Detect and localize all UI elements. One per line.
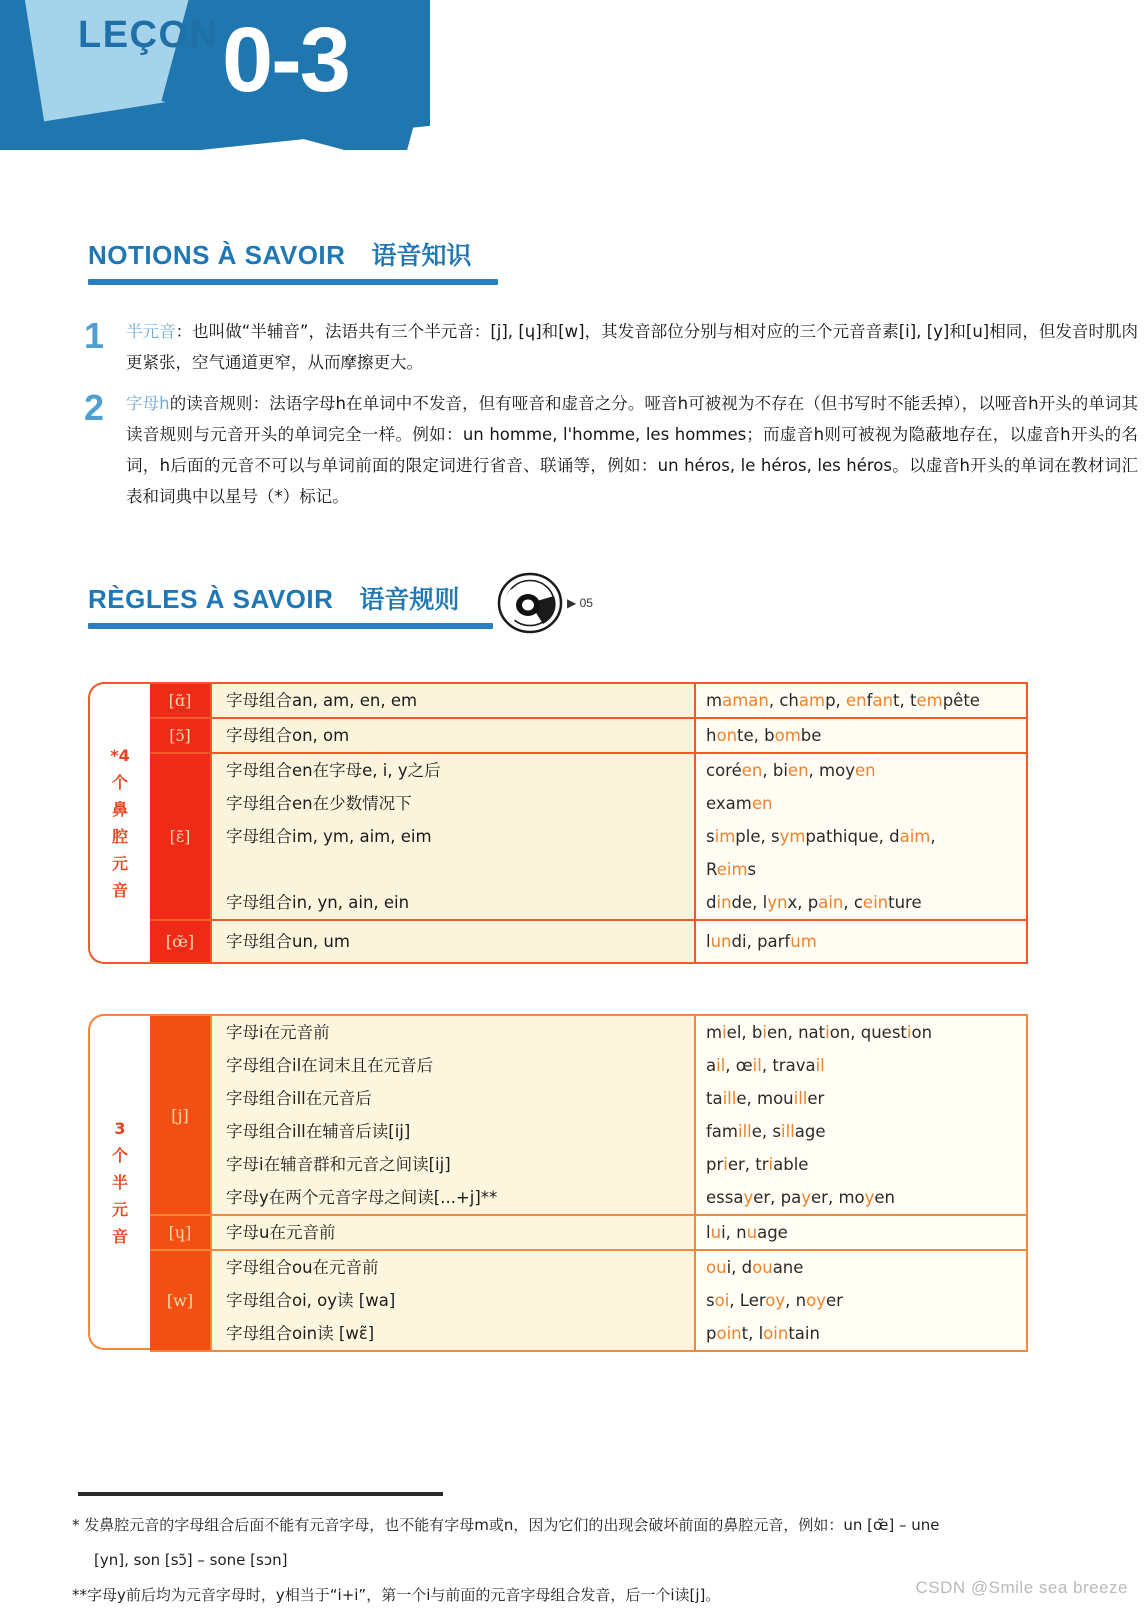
- rule-line: 字母组合en在少数情况下: [226, 794, 412, 813]
- footnote-line: [yn], son [sɔ̃] – sone [sɔn]: [94, 1551, 288, 1569]
- example-cell: [696, 719, 1028, 752]
- semivowel-table: [88, 1014, 1028, 1350]
- rule-cell: [210, 754, 696, 919]
- semi-label-char: 元: [111, 1199, 128, 1219]
- regles-heading: [88, 580, 493, 629]
- watermark: CSDN @Smile sea breeze: [915, 1578, 1128, 1597]
- example-line: essayer, payer, moyen: [706, 1188, 895, 1207]
- rule-line: 字母组合en在字母e, i, y之后: [226, 761, 441, 780]
- rule-line: 字母组合im, ym, aim, eim: [226, 827, 432, 846]
- rule-line: 字母y在两个元音字母之间读[...+j]**: [226, 1188, 498, 1207]
- example-line: ail, œil, travail: [706, 1056, 825, 1075]
- table-row: [150, 754, 1028, 921]
- nasal-label-char: *4: [110, 746, 130, 765]
- example-line: honte, bombe: [706, 726, 822, 745]
- semi-label-char: 3: [114, 1118, 126, 1138]
- table-row: [150, 1014, 1028, 1216]
- table-row: [150, 921, 1028, 964]
- example-line: lundi, parfum: [706, 932, 817, 951]
- ipa-cell: [ɛ̃]: [150, 754, 210, 919]
- ipa-cell: [ɔ̃]: [150, 719, 210, 752]
- nasal-label-char: 音: [111, 881, 128, 900]
- play-triangle-icon: ▶: [567, 596, 577, 610]
- notion-text: ：也叫做“半辅音”，法语共有三个半元音：[j], [ɥ]和[w]，其发音部位分别与相对应的三个元音音素[i], [y]和[u]相同，但发音时肌肉更紧张，空气通道更窄，从而摩擦更大。: [126, 322, 1139, 372]
- nasal-table-grid: [150, 682, 1028, 964]
- notions-list: [84, 316, 1138, 522]
- notion-item: [84, 388, 1138, 512]
- audio-track-number: 05: [579, 596, 593, 610]
- example-line: simple, sympathique, daim,: [706, 827, 936, 846]
- table-row: [150, 1216, 1028, 1251]
- ipa-cell: [ɥ]: [150, 1216, 210, 1249]
- nasal-label-char: 腔: [111, 827, 128, 846]
- regles-heading-rule: [88, 623, 493, 629]
- rule-line: 字母组合ou在元音前: [226, 1258, 379, 1277]
- ipa-cell: [œ̃]: [150, 921, 210, 962]
- example-cell: [696, 684, 1028, 717]
- nasal-table-label: [88, 682, 150, 964]
- rule-line: 字母i在元音前: [226, 1023, 330, 1042]
- ipa-cell: [ɑ̃]: [150, 684, 210, 717]
- notions-title-fr: NOTIONS À SAVOIR: [88, 240, 346, 270]
- notion-body: [126, 316, 1138, 378]
- example-cell: [696, 754, 1028, 919]
- semi-table-label: [88, 1014, 150, 1350]
- cd-icon[interactable]: [497, 572, 563, 634]
- example-line: miel, bien, nation, question: [706, 1023, 933, 1042]
- notion-number: 1: [84, 315, 105, 356]
- rule-line: 字母组合ill在元音后: [226, 1089, 372, 1108]
- rule-line: 字母组合oin读 [wɛ̃]: [226, 1324, 375, 1343]
- nasal-label-char: 元: [111, 854, 128, 873]
- notions-heading-rule: [88, 279, 498, 285]
- rule-line: 字母组合an, am, en, em: [226, 691, 418, 710]
- semi-label-char: 半: [111, 1172, 128, 1192]
- example-line: Reims: [706, 860, 757, 879]
- rule-cell: [210, 684, 696, 717]
- rule-line: 字母组合in, yn, ain, ein: [226, 893, 410, 912]
- rule-line: 字母组合ill在辅音后读[ij]: [226, 1122, 411, 1141]
- example-line: taille, mouiller: [706, 1089, 825, 1108]
- regles-title-fr: RÈGLES À SAVOIR: [88, 584, 334, 614]
- notion-keyword: 字母h: [126, 394, 170, 413]
- example-line: famille, sillage: [706, 1122, 826, 1141]
- lesson-number: 0-3: [222, 9, 349, 111]
- audio-cd-group[interactable]: [497, 572, 607, 634]
- rule-line: 字母组合il在词末且在元音后: [226, 1056, 434, 1075]
- semi-label-char: 音: [111, 1226, 128, 1246]
- rule-line-spacer: [226, 853, 694, 886]
- rule-line: 字母组合oi, oy读 [wa]: [226, 1291, 396, 1310]
- example-line: oui, douane: [706, 1258, 804, 1277]
- example-cell: [696, 1251, 1028, 1350]
- nasal-label-char: 鼻: [111, 800, 128, 819]
- example-cell: [696, 1016, 1028, 1214]
- notion-text: 的读音规则：法语字母h在单词中不发音，但有哑音和虚音之分。哑音h可被视为不存在（但书写时不能丢掉），以哑音h开头的单词其读音规则与元音开头的单词完全一样。例如：un homme, l'homme, les hommes；而虚音h则可被视为隐蔽地存在，以虚音h开头的名词，h后面的元音不可以与单词前面的限定词进行省音、联诵等，例如：un héros, le héros, les héros。以虚音h开头的单词在教材词汇表和词典中以星号（*）标记。: [126, 394, 1138, 506]
- example-line: coréen, bien, moyen: [706, 761, 876, 780]
- lesson-banner: [0, 0, 430, 150]
- example-line: prier, triable: [706, 1155, 809, 1174]
- rule-cell: [210, 1251, 696, 1350]
- example-line: lui, nuage: [706, 1223, 788, 1242]
- rule-line: 字母组合un, um: [226, 932, 350, 951]
- example-line: soi, Leroy, noyer: [706, 1291, 843, 1310]
- footnote-divider: [78, 1492, 443, 1496]
- example-line: point, lointain: [706, 1324, 820, 1343]
- rule-cell: [210, 1016, 696, 1214]
- example-cell: [696, 921, 1028, 962]
- table-row: [150, 719, 1028, 754]
- ipa-cell: [j]: [150, 1016, 210, 1214]
- nasal-label-char: 个: [111, 773, 128, 792]
- rule-line: 字母组合on, om: [226, 726, 350, 745]
- nasal-vowel-table: [88, 682, 1028, 964]
- rule-line: 字母i在辅音群和元音之间读[ij]: [226, 1155, 451, 1174]
- ipa-cell: [w]: [150, 1251, 210, 1350]
- notions-title-cn: 语音知识: [371, 241, 472, 270]
- semi-table-grid: [150, 1014, 1028, 1350]
- semi-label-char: 个: [111, 1145, 128, 1165]
- footnote-line: **字母y前后均为元音字母时，y相当于“i+i”，第一个i与前面的元音字母组合发音，后一个i读[j]。: [72, 1586, 721, 1604]
- footnote-line: * 发鼻腔元音的字母组合后面不能有元音字母，也不能有字母m或n，因为它们的出现会破坏前面的鼻腔元音，例如：un [œ̃] – une: [72, 1516, 940, 1534]
- example-line: examen: [706, 794, 773, 813]
- rule-cell: [210, 719, 696, 752]
- notion-number: 2: [84, 387, 105, 428]
- table-row: [150, 682, 1028, 719]
- audio-track-marker: [567, 596, 593, 610]
- regles-title-cn: 语音规则: [359, 585, 460, 614]
- table-row: [150, 1251, 1028, 1352]
- rule-cell: [210, 921, 696, 962]
- lesson-label: LEÇON: [78, 14, 219, 56]
- rule-line: 字母u在元音前: [226, 1223, 336, 1242]
- example-cell: [696, 1216, 1028, 1249]
- notion-body: [126, 388, 1138, 512]
- example-line: dinde, lynx, pain, ceinture: [706, 893, 922, 912]
- notion-keyword: 半元音: [126, 322, 176, 341]
- rule-cell: [210, 1216, 696, 1249]
- example-line: maman, champ, enfant, tempête: [706, 691, 980, 710]
- notion-item: [84, 316, 1138, 378]
- notions-heading: [88, 236, 498, 285]
